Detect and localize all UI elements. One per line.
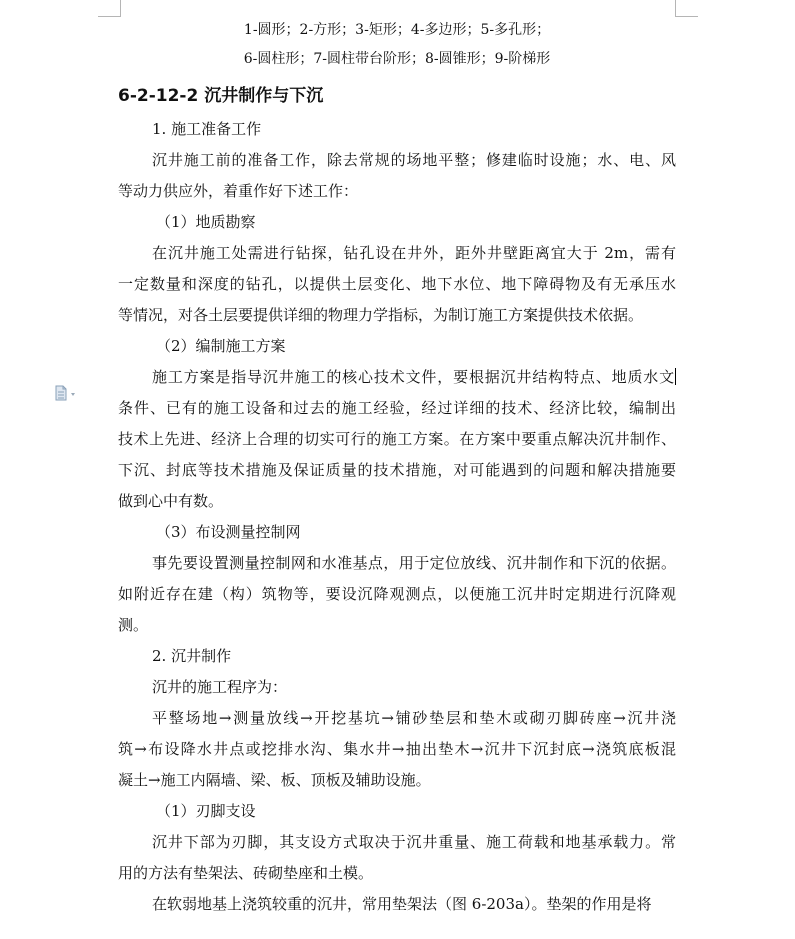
paragraph-line: 条件、已有的施工设备和过去的施工经验，经过详细的技术、经济比较，编制出 <box>118 399 676 417</box>
paragraph-line: 平整场地→测量放线→开挖基坑→铺砂垫层和垫木或砌刃脚砖座→沉井浇 <box>152 709 676 727</box>
paragraph-line: 沉井的施工程序为： <box>152 678 288 696</box>
paragraph-line: 下沉、封底等技术措施及保证质量的技术措施，对可能遇到的问题和解决措施要 <box>118 461 676 479</box>
document-body <box>118 114 676 920</box>
paragraph-line: 施工方案是指导沉井施工的核心技术文件，要根据沉井结构特点、地质水文 <box>152 368 675 386</box>
figure-caption-line: 6-圆柱形；7-圆柱带台阶形；8-圆锥形；9-阶梯形 <box>243 51 551 67</box>
subsection-heading: 1. 施工准备工作 <box>152 120 262 138</box>
paragraph-line: 等动力供应外，着重作好下述工作： <box>118 182 359 200</box>
subsection-heading: 2. 沉井制作 <box>152 647 232 665</box>
paragraph-line: 用的方法有垫架法、砖砌垫座和土模。 <box>118 864 374 882</box>
paragraph-line: 凝土→施工内隔墙、梁、板、顶板及辅助设施。 <box>118 771 431 789</box>
paragraph-line: 技术上先进、经济上合理的切实可行的施工方案。在方案中要重点解决沉井制作、 <box>118 430 676 448</box>
paragraph-line: 沉井下部为刃脚，其支设方式取决于沉井重量、施工荷载和地基承载力。常 <box>152 833 676 851</box>
paragraph-line: 在沉井施工处需进行钻探，钻孔设在井外，距外井壁距离宜大于 2m，需有 <box>152 244 676 262</box>
paragraph-line: 在软弱地基上浇筑较重的沉井，常用垫架法（图 6-203a）。垫架的作用是将 <box>152 895 652 913</box>
page-corner-mark <box>675 0 698 17</box>
paragraph-line: 一定数量和深度的钻孔，以提供土层变化、地下水位、地下障碍物及有无承压水 <box>118 275 676 293</box>
section-heading: 6-2-12-2 沉井制作与下沉 <box>118 86 324 106</box>
paragraph-line: 等情况，对各土层要提供详细的物理力学指标，为制订施工方案提供技术依据。 <box>118 306 644 324</box>
paragraph-line: 沉井施工前的准备工作，除去常规的场地平整；修建临时设施；水、电、风 <box>152 151 676 169</box>
paragraph-line: 筑→布设降水井点或挖排水沟、集水井→抽出垫木→沉井下沉封底→浇筑底板混 <box>118 740 676 758</box>
subsubsection-heading: （3）布设测量控制网 <box>156 523 301 541</box>
paragraph-icon[interactable] <box>54 385 80 401</box>
text-cursor <box>675 368 676 385</box>
subsubsection-heading: （1）刃脚支设 <box>156 802 256 820</box>
document-page <box>118 12 676 920</box>
figure-caption-line: 1-圆形；2-方形；3-矩形；4-多边形；5-多孔形； <box>243 22 551 38</box>
subsubsection-heading: （2）编制施工方案 <box>156 337 286 355</box>
paragraph-line: 如附近存在建（构）筑物等，要设沉降观测点，以便施工沉井时定期进行沉降观 <box>118 585 676 603</box>
subsubsection-heading: （1）地质勘察 <box>156 213 256 231</box>
paragraph-line: 测。 <box>118 616 149 634</box>
paragraph-line: 事先要设置测量控制网和水准基点，用于定位放线、沉井制作和下沉的依据。 <box>152 554 676 572</box>
paragraph-line: 做到心中有数。 <box>118 492 224 510</box>
